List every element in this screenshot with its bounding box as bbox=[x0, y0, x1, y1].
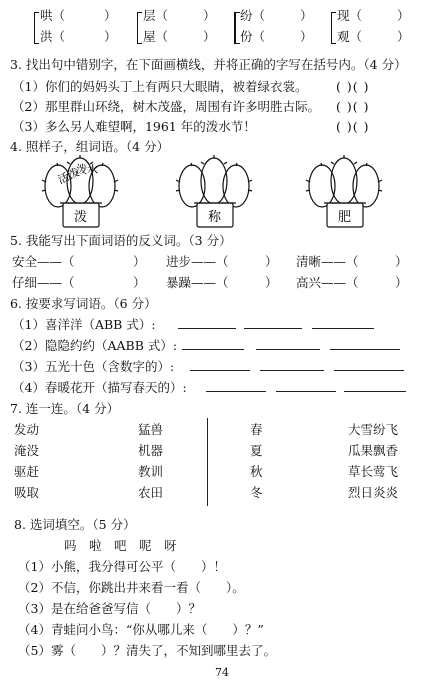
pot-character: 肥 bbox=[338, 210, 352, 225]
match-item[interactable]: 驱赶 bbox=[14, 464, 40, 479]
bracket-close: ） bbox=[265, 275, 278, 290]
antonym-prompt: 仔细——（ bbox=[12, 275, 75, 290]
question-title: 6. 按要求写词语。（6 分） bbox=[10, 296, 157, 311]
pair-char: 哄（ bbox=[40, 8, 66, 23]
bracket-close: ） bbox=[265, 254, 278, 269]
answer-line[interactable] bbox=[312, 328, 374, 329]
pair-char: 屋（ bbox=[143, 29, 169, 44]
fill-sentence: （2）不信，你跳出井来看一看（ ）。 bbox=[18, 580, 245, 595]
match-item[interactable]: 教训 bbox=[138, 464, 164, 479]
pair-brace bbox=[137, 12, 142, 44]
word-choices: 吗 啦 吧 呢 呀 bbox=[64, 538, 177, 553]
answer-line[interactable] bbox=[182, 349, 244, 350]
cactus-pots bbox=[0, 155, 448, 235]
sentence: （3）多么另人难望啊，1961 年的泼水节！ bbox=[12, 119, 256, 134]
pot-character: 泼 bbox=[74, 210, 88, 225]
question-title: 5. 我能写出下面词语的反义词。（3 分） bbox=[10, 233, 232, 248]
fill-sentence: （3）是在给爸爸写信（ ）？ bbox=[18, 601, 201, 616]
word-task: （2）隐隐约约（AABB 式）: bbox=[12, 338, 178, 353]
antonym-prompt: 暴躁——（ bbox=[166, 275, 229, 290]
sample-word: 泼水 bbox=[76, 163, 98, 176]
answer-line[interactable] bbox=[190, 370, 250, 371]
bracket-close: ） bbox=[133, 275, 146, 290]
bracket-close: ） bbox=[395, 254, 408, 269]
match-item[interactable]: 春 bbox=[250, 422, 263, 437]
answer-brackets[interactable]: ( )( ) bbox=[336, 79, 370, 94]
antonym-prompt: 进步——（ bbox=[166, 254, 229, 269]
question-title: 3. 找出句中错别字，在下面画横线，并将正确的字写在括号内。（4 分） bbox=[10, 57, 407, 72]
antonym-prompt: 清晰——（ bbox=[296, 254, 359, 269]
pair-brace bbox=[34, 12, 39, 44]
question-title: 8. 选词填空。（5 分） bbox=[14, 517, 136, 532]
match-item[interactable]: 机器 bbox=[138, 443, 164, 458]
answer-line[interactable] bbox=[206, 391, 266, 392]
match-item[interactable]: 吸取 bbox=[14, 485, 40, 500]
match-item[interactable]: 猛兽 bbox=[138, 422, 164, 437]
word-task: （4）春暖花开（描写春天的）: bbox=[12, 380, 187, 395]
match-item[interactable]: 烈日炎炎 bbox=[348, 485, 399, 500]
antonym-prompt: 安全——（ bbox=[12, 254, 75, 269]
fill-sentence: （5）雾（ ）？清失了，不知到哪里去了。 bbox=[18, 643, 276, 658]
pair-char: 份（ bbox=[240, 29, 266, 44]
answer-line[interactable] bbox=[244, 328, 302, 329]
answer-brackets[interactable]: ( )( ) bbox=[336, 99, 370, 114]
match-item[interactable]: 夏 bbox=[250, 443, 263, 458]
bracket-close: ） bbox=[133, 254, 146, 269]
match-item[interactable]: 瓜果飘香 bbox=[348, 443, 399, 458]
pair-bracket-close: ） bbox=[203, 29, 216, 44]
pair-bracket-close: ） bbox=[203, 8, 216, 23]
match-item[interactable]: 草长莺飞 bbox=[348, 464, 399, 479]
pair-char: 现（ bbox=[337, 8, 363, 23]
pair-bracket-close: ） bbox=[104, 29, 117, 44]
divider bbox=[207, 418, 208, 506]
answer-line[interactable] bbox=[256, 349, 320, 350]
answer-line[interactable] bbox=[276, 391, 336, 392]
pair-char: 观（ bbox=[337, 29, 363, 44]
sentence: （1）你们的妈妈头丁上有两只大眼睛，被着绿衣裳。 bbox=[12, 79, 308, 94]
question-title: 7. 连一连。（4 分） bbox=[10, 401, 120, 416]
pair-bracket-close: ） bbox=[300, 8, 313, 23]
fill-sentence: （4）青蛙问小鸟：“你从哪儿来（ ）？” bbox=[18, 622, 264, 637]
pair-bracket-close: ） bbox=[300, 29, 313, 44]
pair-char: 洪（ bbox=[40, 29, 66, 44]
antonym-prompt: 高兴——（ bbox=[296, 275, 359, 290]
answer-line[interactable] bbox=[344, 391, 406, 392]
answer-line[interactable] bbox=[334, 370, 404, 371]
bracket-close: ） bbox=[395, 275, 408, 290]
question-title: 4. 照样子，组词语。（4 分） bbox=[10, 139, 170, 154]
sentence: （2）那里群山环绕，树木茂盛，周围有许多明胜古际。 bbox=[12, 99, 320, 114]
pair-bracket-close: ） bbox=[104, 8, 117, 23]
sample-word: 活泼 bbox=[55, 165, 82, 187]
match-item[interactable]: 大雪纷飞 bbox=[348, 422, 399, 437]
answer-line[interactable] bbox=[260, 370, 324, 371]
answer-brackets[interactable]: ( )( ) bbox=[336, 119, 370, 134]
answer-line[interactable] bbox=[330, 349, 400, 350]
page-number: 74 bbox=[215, 666, 229, 679]
pair-bracket-close: ） bbox=[397, 29, 410, 44]
match-item[interactable]: 淹没 bbox=[14, 443, 40, 458]
match-item[interactable]: 发动 bbox=[14, 422, 40, 437]
fill-sentence: （1）小熊，我分得可公平（ ）！ bbox=[18, 559, 226, 574]
word-task: （3）五光十色（含数字的）: bbox=[12, 359, 175, 374]
match-item[interactable]: 秋 bbox=[250, 464, 263, 479]
pair-brace bbox=[331, 12, 336, 44]
match-item[interactable]: 农田 bbox=[138, 485, 164, 500]
pot-character: 称 bbox=[208, 210, 222, 225]
pair-bracket-close: ） bbox=[397, 8, 410, 23]
word-task: （1）喜洋洋（ABB 式）: bbox=[12, 317, 156, 332]
pair-char: 层（ bbox=[143, 8, 169, 23]
answer-line[interactable] bbox=[178, 328, 236, 329]
pair-char: 纷（ bbox=[240, 8, 266, 23]
match-item[interactable]: 冬 bbox=[250, 485, 263, 500]
